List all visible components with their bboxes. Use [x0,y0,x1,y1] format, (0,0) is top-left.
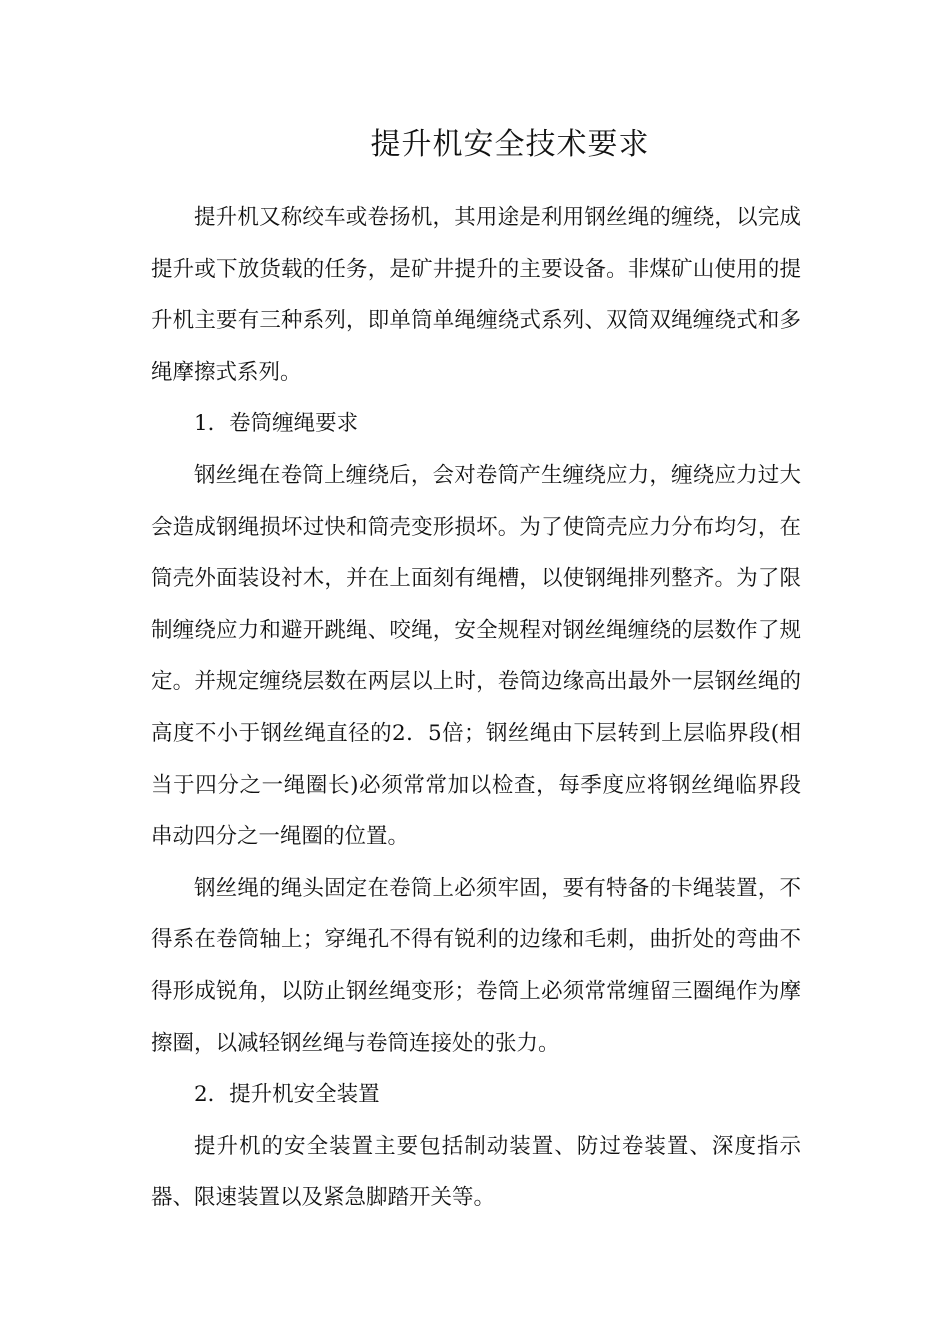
section-heading-safety-devices: 2．提升机安全装置 [194,1082,380,1108]
document-body [151,192,801,1224]
section-heading-drum-rope: 1．卷筒缠绳要求 [194,411,359,437]
paragraph-intro: 提升机又称绞车或卷扬机，其用途是利用钢丝绳的缠绕，以完成提升或下放货载的任务，是矿井提升的主要设备。非煤矿山使用的提升机主要有三种系列，即单筒单绳缠绕式系列、双筒双绳缠绕式和多绳摩擦式系列。 [151,205,801,385]
paragraph-rope-end-fixing: 钢丝绳的绳头固定在卷筒上必须牢固，要有特备的卡绳装置，不得系在卷筒轴上；穿绳孔不得有锐利的边缘和毛刺，曲折处的弯曲不得形成锐角，以防止钢丝绳变形；卷筒上必须常常缠留三圈绳作为摩擦圈，以减轻钢丝绳与卷筒连接处的张力。 [151,875,801,1056]
document-title: 提升机安全技术要求 [370,127,650,162]
paragraph-drum-winding-stress: 钢丝绳在卷筒上缠绕后，会对卷筒产生缠绕应力，缠绕应力过大会造成钢绳损坏过快和筒壳变形损坏。为了使筒壳应力分布均匀，在筒壳外面装设衬木，并在上面刻有绳槽，以使钢绳排列整齐。为了限制缠绕应力和避开跳绳、咬绳，安全规程对钢丝绳缠绕的层数作了规定。并规定缠绕层数在两层以上时，卷筒边缘高出最外一层钢丝绳的高度不小于钢丝绳直径的2．5倍；钢丝绳由下层转到上层临界段(相当于四分之一绳圈长)必须常常加以检查，每季度应将钢丝绳临界段串动四分之一绳圈的位置。 [151,462,801,850]
paragraph-safety-devices: 提升机的安全装置主要包括制动装置、防过卷装置、深度指示器、限速装置以及紧急脚踏开关等。 [151,1133,801,1211]
